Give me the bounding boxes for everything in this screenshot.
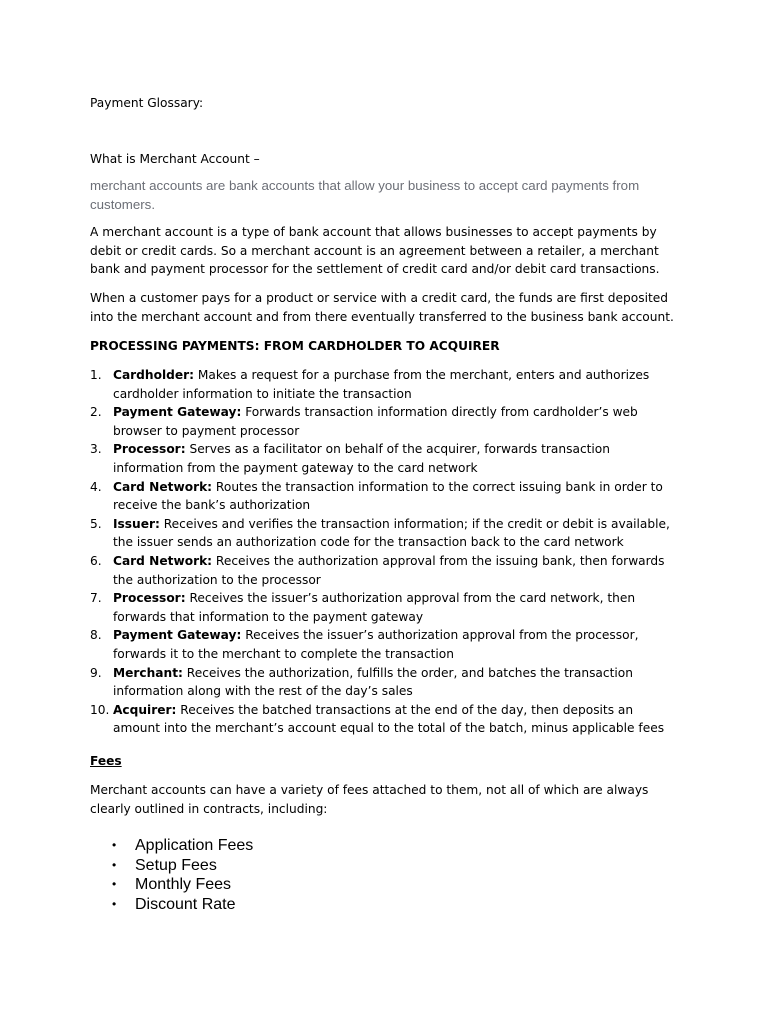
list-item <box>90 589 680 626</box>
step-description: Routes the transaction information to the correct issuing bank in order to receive the bank’s authorization <box>113 479 663 513</box>
list-item <box>90 552 680 589</box>
step-number: 9. <box>90 665 102 680</box>
fees-paragraph: Merchant accounts can have a variety of fees attached to them, not all of which are always clearly outlined in contracts, including: <box>90 783 649 816</box>
step-term: Issuer: <box>113 516 160 531</box>
list-item <box>90 403 680 440</box>
step-description: Receives the authorization, fulfills the order, and batches the transaction information along with the rest of the day’s sales <box>113 665 633 699</box>
step-term: Processor: <box>113 442 186 457</box>
list-item <box>108 836 253 856</box>
list-item <box>90 366 680 403</box>
step-term: Processor: <box>113 591 186 606</box>
step-description: Serves as a facilitator on behalf of the acquirer, forwards transaction information from the payment gateway to the card network <box>113 442 610 475</box>
list-item <box>108 895 253 915</box>
step-description: Makes a request for a purchase from the merchant, enters and authorizes cardholder information to initiate the transaction <box>113 368 650 401</box>
list-item <box>90 440 680 477</box>
step-term: Merchant: <box>113 665 183 680</box>
step-description: Receives the authorization approval from the issuing bank, then forwards the authorization to the processor <box>113 553 665 587</box>
step-number: 3. <box>90 442 102 457</box>
processing-heading: PROCESSING PAYMENTS: FROM CARDHOLDER TO ACQUIRER <box>90 339 500 353</box>
step-number: 5. <box>90 516 102 531</box>
list-item <box>108 875 253 895</box>
bullet-icon: • <box>112 857 117 872</box>
step-number: 2. <box>90 405 102 420</box>
fee-item-label: Application Fees <box>135 837 254 854</box>
paragraph-merchant-account: A merchant account is a type of bank account that allows businesses to accept payments by debit or credit cards. So a merchant account is an agreement between a retailer, a merchant bank and payment processor for the settlement of credit card and/or debit card transactions. <box>90 225 660 277</box>
step-description: Receives and verifies the transaction information; if the credit or debit is available, the issuer sends an authorization code for the transaction back to the card network <box>113 516 670 550</box>
step-term: Acquirer: <box>113 702 177 717</box>
fee-item-label: Setup Fees <box>135 856 217 874</box>
section-question: What is Merchant Account – <box>90 152 260 166</box>
fees-heading: Fees <box>90 754 122 768</box>
list-item <box>108 856 253 876</box>
step-term: Payment Gateway: <box>113 405 242 420</box>
step-number: 1. <box>90 368 102 382</box>
bullet-icon: • <box>112 896 117 911</box>
list-item <box>90 701 680 738</box>
page-title: Payment Glossary: <box>90 96 204 110</box>
definition-text: merchant accounts are bank accounts that allow your business to accept card payments from customers. <box>90 178 640 212</box>
fee-item-label: Discount Rate <box>135 895 236 913</box>
bullet-icon: • <box>112 877 117 892</box>
list-item <box>90 478 680 515</box>
step-number: 6. <box>90 553 102 568</box>
step-number: 8. <box>90 628 102 643</box>
step-term: Card Network: <box>113 553 213 568</box>
processing-steps-list <box>90 366 680 738</box>
step-term: Cardholder: <box>113 368 195 382</box>
step-description: Receives the issuer’s authorization approval from the card network, then forwards that information to the payment gateway <box>113 591 636 624</box>
paragraph-funds-flow: When a customer pays for a product or service with a credit card, the funds are first deposited into the merchant account and from there eventually transferred to the business bank account. <box>90 291 674 324</box>
step-description: Receives the batched transactions at the end of the day, then deposits an amount into the merchant’s account equal to the total of the batch, minus applicable fees <box>113 702 665 736</box>
list-item <box>90 515 680 552</box>
step-term: Payment Gateway: <box>113 628 242 643</box>
step-number: 10. <box>90 702 110 717</box>
bullet-icon: • <box>112 838 117 852</box>
list-item <box>90 626 680 663</box>
fees-list <box>108 836 253 914</box>
fee-item-label: Monthly Fees <box>135 876 232 894</box>
step-number: 7. <box>90 591 102 606</box>
step-term: Card Network: <box>113 479 213 494</box>
step-description: Forwards transaction information directly from cardholder’s web browser to payment processor <box>113 405 638 438</box>
list-item <box>90 664 680 701</box>
step-description: Receives the issuer’s authorization approval from the processor, forwards it to the merchant to complete the transaction <box>113 628 639 661</box>
step-number: 4. <box>90 479 102 494</box>
